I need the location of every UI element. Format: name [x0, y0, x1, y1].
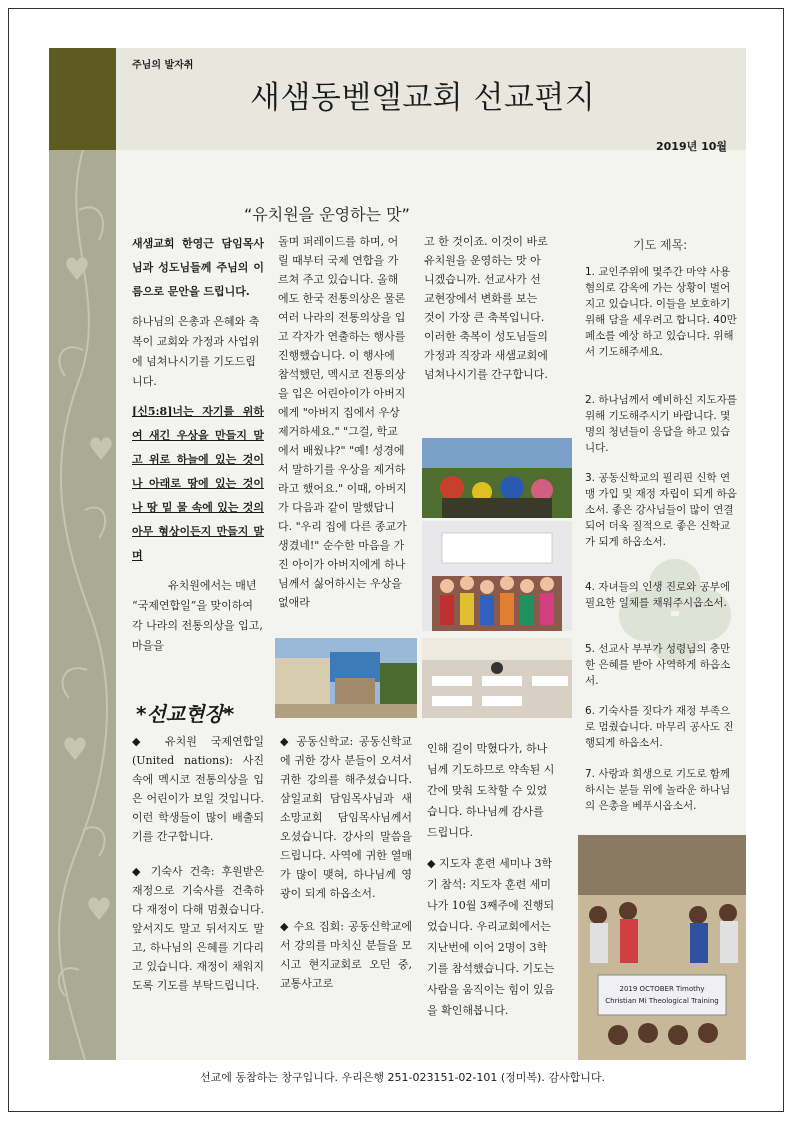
- bible-verse: [신5:8]너는 자기를 위하여 새긴 우상을 만들지 말고 위로 하늘에 있는 것이나 아래로 땅에 있는 것이나 땅 밑 물 속에 있는 것의 아무 형상이든지 만들지 말며: [132, 405, 264, 562]
- mission-column-1: [132, 732, 264, 1003]
- prayer-item-7: 7. 사랑과 희생으로 기도로 함께 하시는 분들 위에 놀라운 하나님의 은총을 베푸시옵소서.: [585, 768, 731, 812]
- mission-item-seminary: ◆ 공동신학교: 공동신학교에 귀한 강사 분들이 오셔서 귀한 강의를 해주셨습니다. 삼일교회 담임목사님과 새소망교회 담임목사님께서 오셨습니다. 강사의 말씀을 드립니다. 사역에 귀한 열매가 많이 맺혀, 하나님께 영광이 되게 하옵소서.: [280, 735, 412, 900]
- article-title: “유치원을 운영하는 맛”: [244, 205, 410, 224]
- greeting-text: 새샘교회 한영근 담임목사님과 성도님들께 주님의 이름으로 문안을 드립니다.: [132, 237, 264, 298]
- mission-column-3: [427, 738, 555, 1029]
- footer-bank-info: 선교에 동참하는 창구입니다. 우리은행 251-023151-02-101 (정미복). 감사합니다.: [200, 1071, 605, 1084]
- mission-item-leadership-seminar: ◆ 지도자 훈련 세미나 3학기 참석: 지도자 훈련 세미나가 10월 3째주에 진행되었습니다. 우리교회에서는 지난번에 이어 2명이 3학기를 참석했습니다. 기도는 사람을 움직이는 힘이 있음을 확인해봅니다.: [427, 857, 555, 1017]
- prayer-item-2: 2. 하나님께서 예비하신 지도자를 위해 기도해주시기 바랍니다. 몇명의 청년들이 응답을 하고 있습니다.: [585, 394, 737, 454]
- issue-date: 2019년 10월: [656, 140, 728, 153]
- article-column-2: [278, 232, 408, 620]
- vine-ornament-icon: [49, 150, 116, 1060]
- svg-text:Christian Mi Theological Train: Christian Mi Theological Training: [605, 997, 719, 1005]
- article-column-1: [132, 232, 264, 664]
- mission-column-2: [280, 732, 412, 1001]
- mission-item-wednesday: ◆ 수요 집회: 공동신학교에서 강의를 마치신 분들을 모시고 현지교회로 오던 중, 교통사고로: [280, 920, 412, 990]
- seminary-hall-photo: [422, 638, 572, 718]
- prayer-item-3: 3. 공동신학교의 필리핀 신학 연맹 가입 및 재정 자립이 되게 하옵소서. 좋은 강사님들이 많이 연결되어 더욱 질적으로 좋은 신학교가 되게 하옵소서.: [585, 472, 737, 548]
- article-body-2: 돌며 퍼레이드를 하며, 어릴 때부터 국제 연합을 가르쳐 주고 있습니다. 올해에도 한국 전통의상은 물론 여러 나라의 전통의상을 입고 각자가 연출하는 행사를 진행했습니다. 이 행사에 참석했던, 멕시코 전통의상을 입은 어린아이가 아버지에게 "아버지 집에서 우상 제거하세요." "그걸, 학교에서 배웠냐?" "예! 성경에서 말하기를 우상을 제거하라고 했어요." 이때, 아버지가 다음과 같이 말했답니다. "우리 집에 다른 종교가 생겼네!" 순수한 마음을 가진 아이가 아버지에게 하나님께서 싫어하시는 우상을 없애라: [278, 235, 407, 609]
- prayer-item-5: 5. 선교사 부부가 성령님의 충만한 은혜를 받아 사역하게 하옵소서.: [585, 643, 731, 687]
- seminar-gathering-photo: [578, 835, 746, 1060]
- blessing-text: 하나님의 은총과 은혜와 축복이 교회와 가정과 사업위에 넘쳐나시기를 기도드립니다.: [132, 315, 260, 388]
- mission-item-kindergarten: ◆ 유치원 국제연합일(United nations): 사진 속에 멕시코 전통의상을 입은 어린이가 보일 것입니다. 이런 학생들이 많이 배출되기를 간구합니다.: [132, 735, 264, 843]
- mission-item-dormitory: ◆ 기숙사 건축: 후원받은 재정으로 기숙사를 건축하다 재정이 다해 멈췄습니다. 앞서지도 말고 뒤서지도 말고, 하나님의 은혜를 기다리고 있습니다. 재정이 채워지도록 기도를 부탁드립니다.: [132, 865, 264, 992]
- series-label: 주님의 발자취: [132, 60, 194, 71]
- prayer-item-6: 6. 기숙사를 짓다가 재정 부족으로 멈췄습니다. 마무리 공사도 진행되게 하옵소서.: [585, 705, 734, 749]
- article-body-3: 고 한 것이죠. 이것이 바로 유치원을 운영하는 맛 아니겠습니까. 선교사가 선교현장에서 변화를 보는 것이 가장 큰 축복입니다. 이러한 축복이 성도님들의 가정과 직장과 새샘교회에 넘쳐나시기를 간구합니다.: [424, 235, 548, 381]
- parade-photo: [422, 438, 572, 518]
- prayer-title: 기도 제목:: [633, 238, 688, 252]
- costume-photo: [422, 521, 572, 631]
- dormitory-construction-photo: [275, 638, 417, 718]
- mission-item-wednesday-cont: 인해 길이 막혔다가, 하나님께 기도하므로 약속된 시간에 맞춰 도착할 수 있었습니다. 하나님께 감사를 드립니다.: [427, 742, 555, 839]
- decorative-sidebar: [49, 48, 116, 1060]
- prayer-item-1: 1. 교인주위에 몇주간 마약 사용혐의로 감옥에 가는 상황이 벌어지고 있습니다. 이들을 보호하기 위해 담을 세우려고 합니다. 40만페소를 예상 하고 있습니다. 위해서 기도해주세요.: [585, 266, 737, 358]
- article-column-3: [424, 232, 550, 392]
- sidebar-dark-block: [49, 48, 116, 150]
- banner-text: 2019 OCTOBER Timothy: [619, 985, 705, 993]
- mission-title: *선교현장*: [136, 702, 235, 726]
- prayer-item-4: 4. 자녀들의 인생 진로와 공부에 필요한 일체를 채워주시옵소서.: [585, 581, 731, 609]
- newsletter-title: 새샘동벧엘교회 선교편지: [250, 80, 596, 116]
- article-body-1: 유치원에서는 매년 “국제연합일”을 맞이하여 각 나라의 전통의상을 입고, 마을을: [132, 579, 263, 652]
